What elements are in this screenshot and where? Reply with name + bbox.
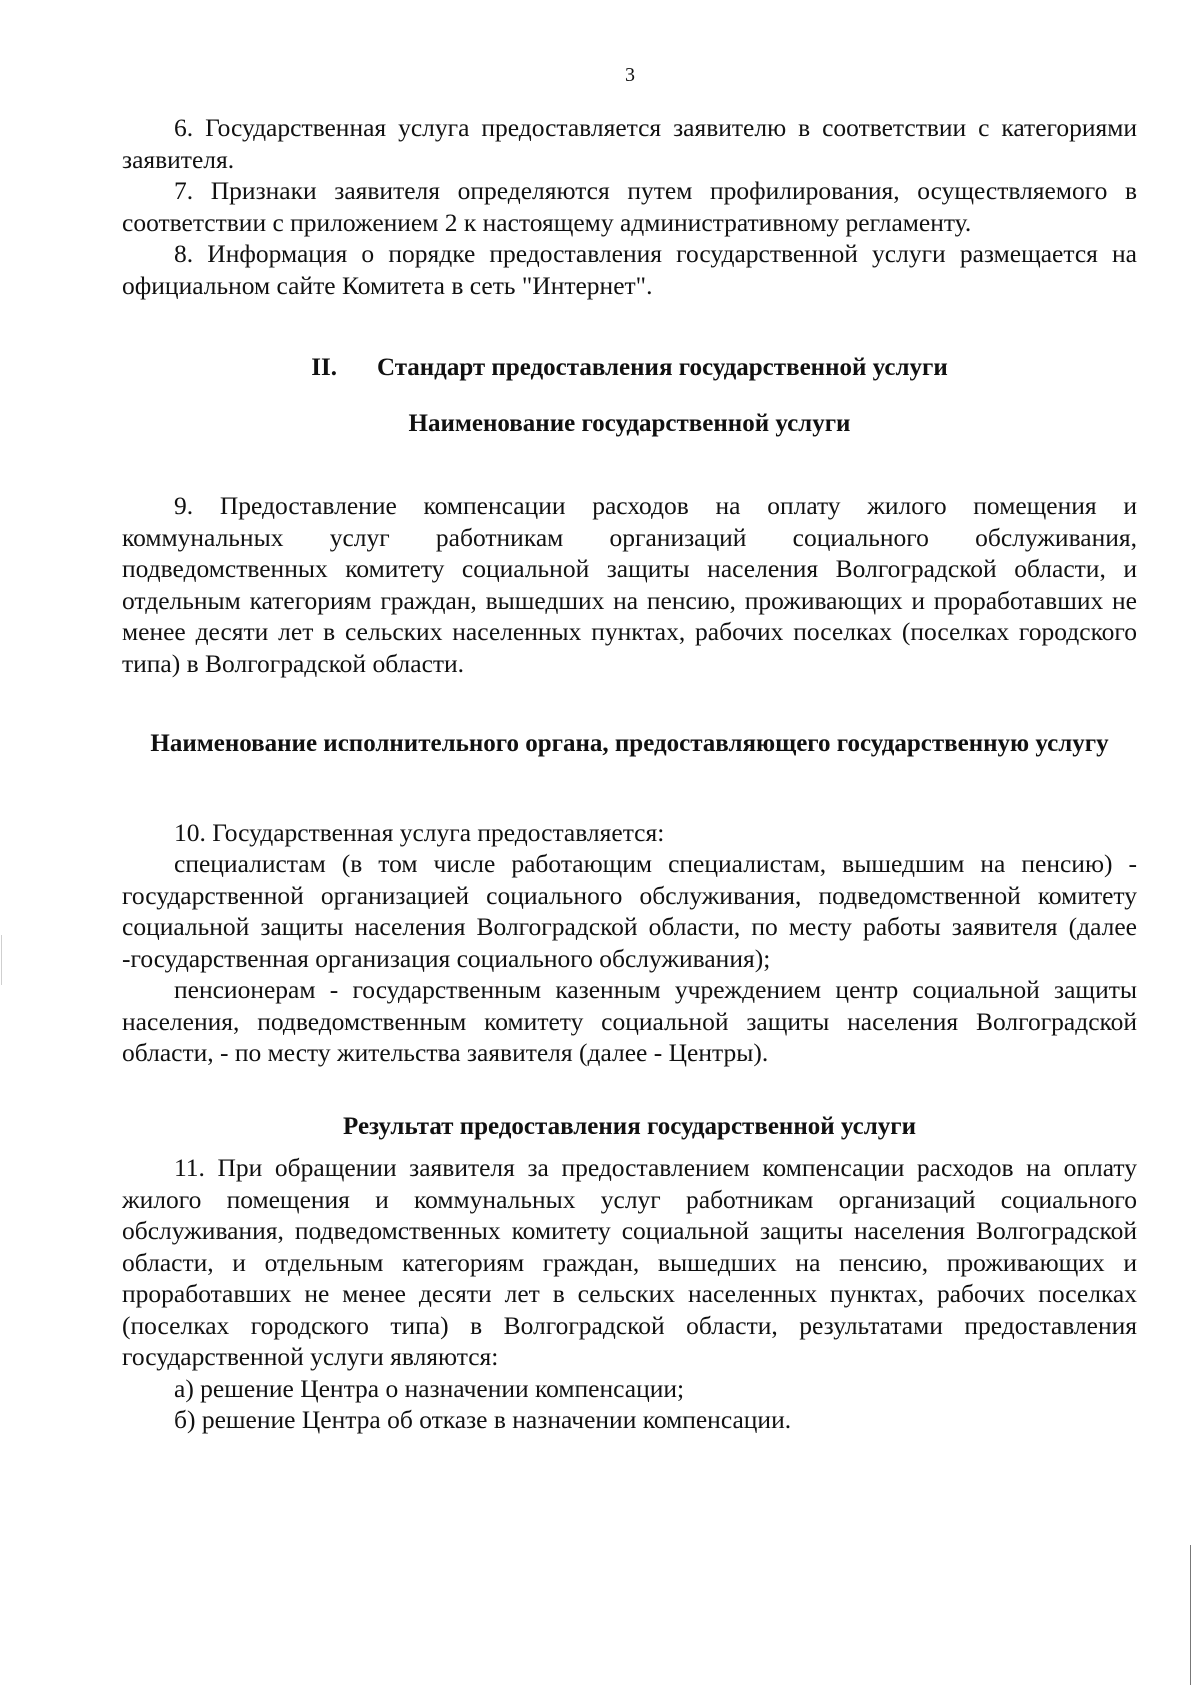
heading-executive-organ: Наименование исполнительного органа, предоставляющего государственную услугу (150, 730, 1109, 757)
paragraph-7: 7. Признаки заявителя определяются путем профилирования, осуществляемого в соответствии с приложением 2 к настоящему административному регламенту. (122, 176, 1137, 237)
heading-result: Результат предоставления государственной услуги (343, 1112, 916, 1140)
paragraph-6: 6. Государственная услуга предоставляется заявителю в соответствии с категориями заявителя. (122, 113, 1137, 174)
scan-edge-line (1190, 1545, 1191, 1685)
page-number: 3 (625, 64, 635, 86)
paragraph-10-pensioners: пенсионерам - государственным казенным учреждением центр социальной защиты населения, подведомственным комитету социальной защиты населения Волгоградской области, - по месту жительства заявителя (далее - Центры). (122, 975, 1137, 1067)
paragraph-11: 11. При обращении заявителя за предоставлением компенсации расходов на оплату жилого помещения и коммунальных услуг работникам организаций социального обслуживания, подведомственных комитету социальной защиты населения Волгоградской области, и отдельным категориям граждан, вышедших на пенсию, проживающих и проработавших не менее десяти лет в сельских населенных пунктах, рабочих поселках (поселках городского типа) в Волгоградской области, результатами предоставления государственной услуги являются: (122, 1153, 1137, 1371)
section-number: II. (311, 354, 337, 381)
document-body (122, 112, 1137, 1436)
paragraph-10: 10. Государственная услуга предоставляется: (174, 817, 665, 847)
paragraph-8: 8. Информация о порядке предоставления государственной услуги размещается на официальном сайте Комитета в сеть "Интернет". (122, 239, 1137, 300)
paragraph-10-specialists: специалистам (в том числе работающим специалистам, вышедшим на пенсию) - государственной организацией социального обслуживания, подведомственной комитету социальной защиты населения Волгоградской области, по месту работы заявителя (далее -государственная организация социального обслуживания); (122, 849, 1137, 973)
scan-edge-mark (1, 935, 2, 985)
paragraph-9: 9. Предоставление компенсации расходов на оплату жилого помещения и коммунальных услуг работникам организаций социального обслуживания, подведомственных комитету социальной защиты населения Волгоградской области, и отдельным категориям граждан, вышедших на пенсию, проживающих и проработавших не менее десяти лет в сельских населенных пунктах, рабочих поселках (поселках городского типа) в Волгоградской области. (122, 491, 1137, 678)
list-item-b: б) решение Центра об отказе в назначении компенсации. (174, 1405, 792, 1434)
section-heading (122, 352, 1137, 384)
heading-service-name: Наименование государственной услуги (408, 409, 851, 437)
section-title: Стандарт предоставления государственной услуги (376, 354, 948, 381)
list-item-a: а) решение Центра о назначении компенсации; (174, 1373, 685, 1403)
